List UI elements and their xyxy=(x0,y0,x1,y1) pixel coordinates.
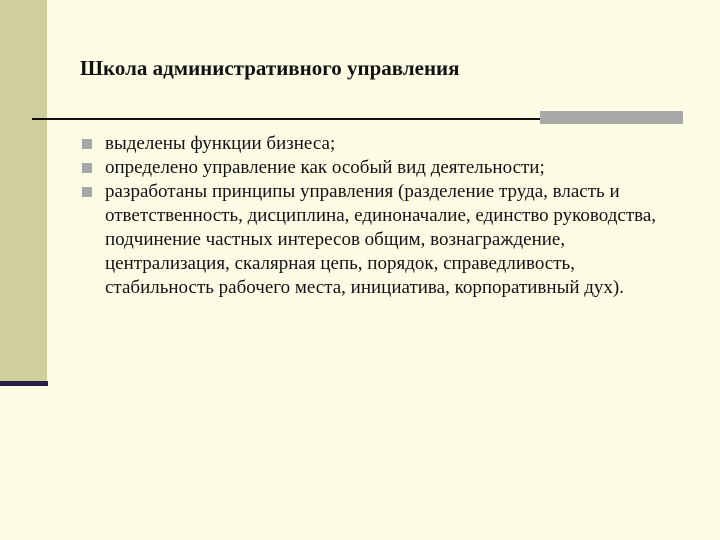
square-bullet-icon xyxy=(82,163,92,173)
left-decorative-bar xyxy=(0,0,47,383)
bullet-text: выделены функции бизнеса; xyxy=(105,133,336,154)
title-divider-accent xyxy=(540,111,683,124)
square-bullet-icon xyxy=(82,139,92,149)
list-item xyxy=(80,156,680,180)
square-bullet-icon xyxy=(82,187,92,197)
slide-title: Школа административного управления xyxy=(80,56,460,80)
list-item xyxy=(80,180,680,300)
bullet-list xyxy=(80,132,680,300)
left-bar-underline xyxy=(0,381,48,386)
list-item xyxy=(80,132,680,156)
bullet-text: разработаны принципы управления (разделение труда, власть и ответственность, дисциплина, единоначалие, единство руководства, подчинение частных интересов общим, вознаграждение, централизация, скалярная цепь, порядок, справедливость, стабильность рабочего места, инициатива, корпоративный дух). xyxy=(105,181,657,298)
bullet-text: определено управление как особый вид деятельности; xyxy=(105,157,545,178)
